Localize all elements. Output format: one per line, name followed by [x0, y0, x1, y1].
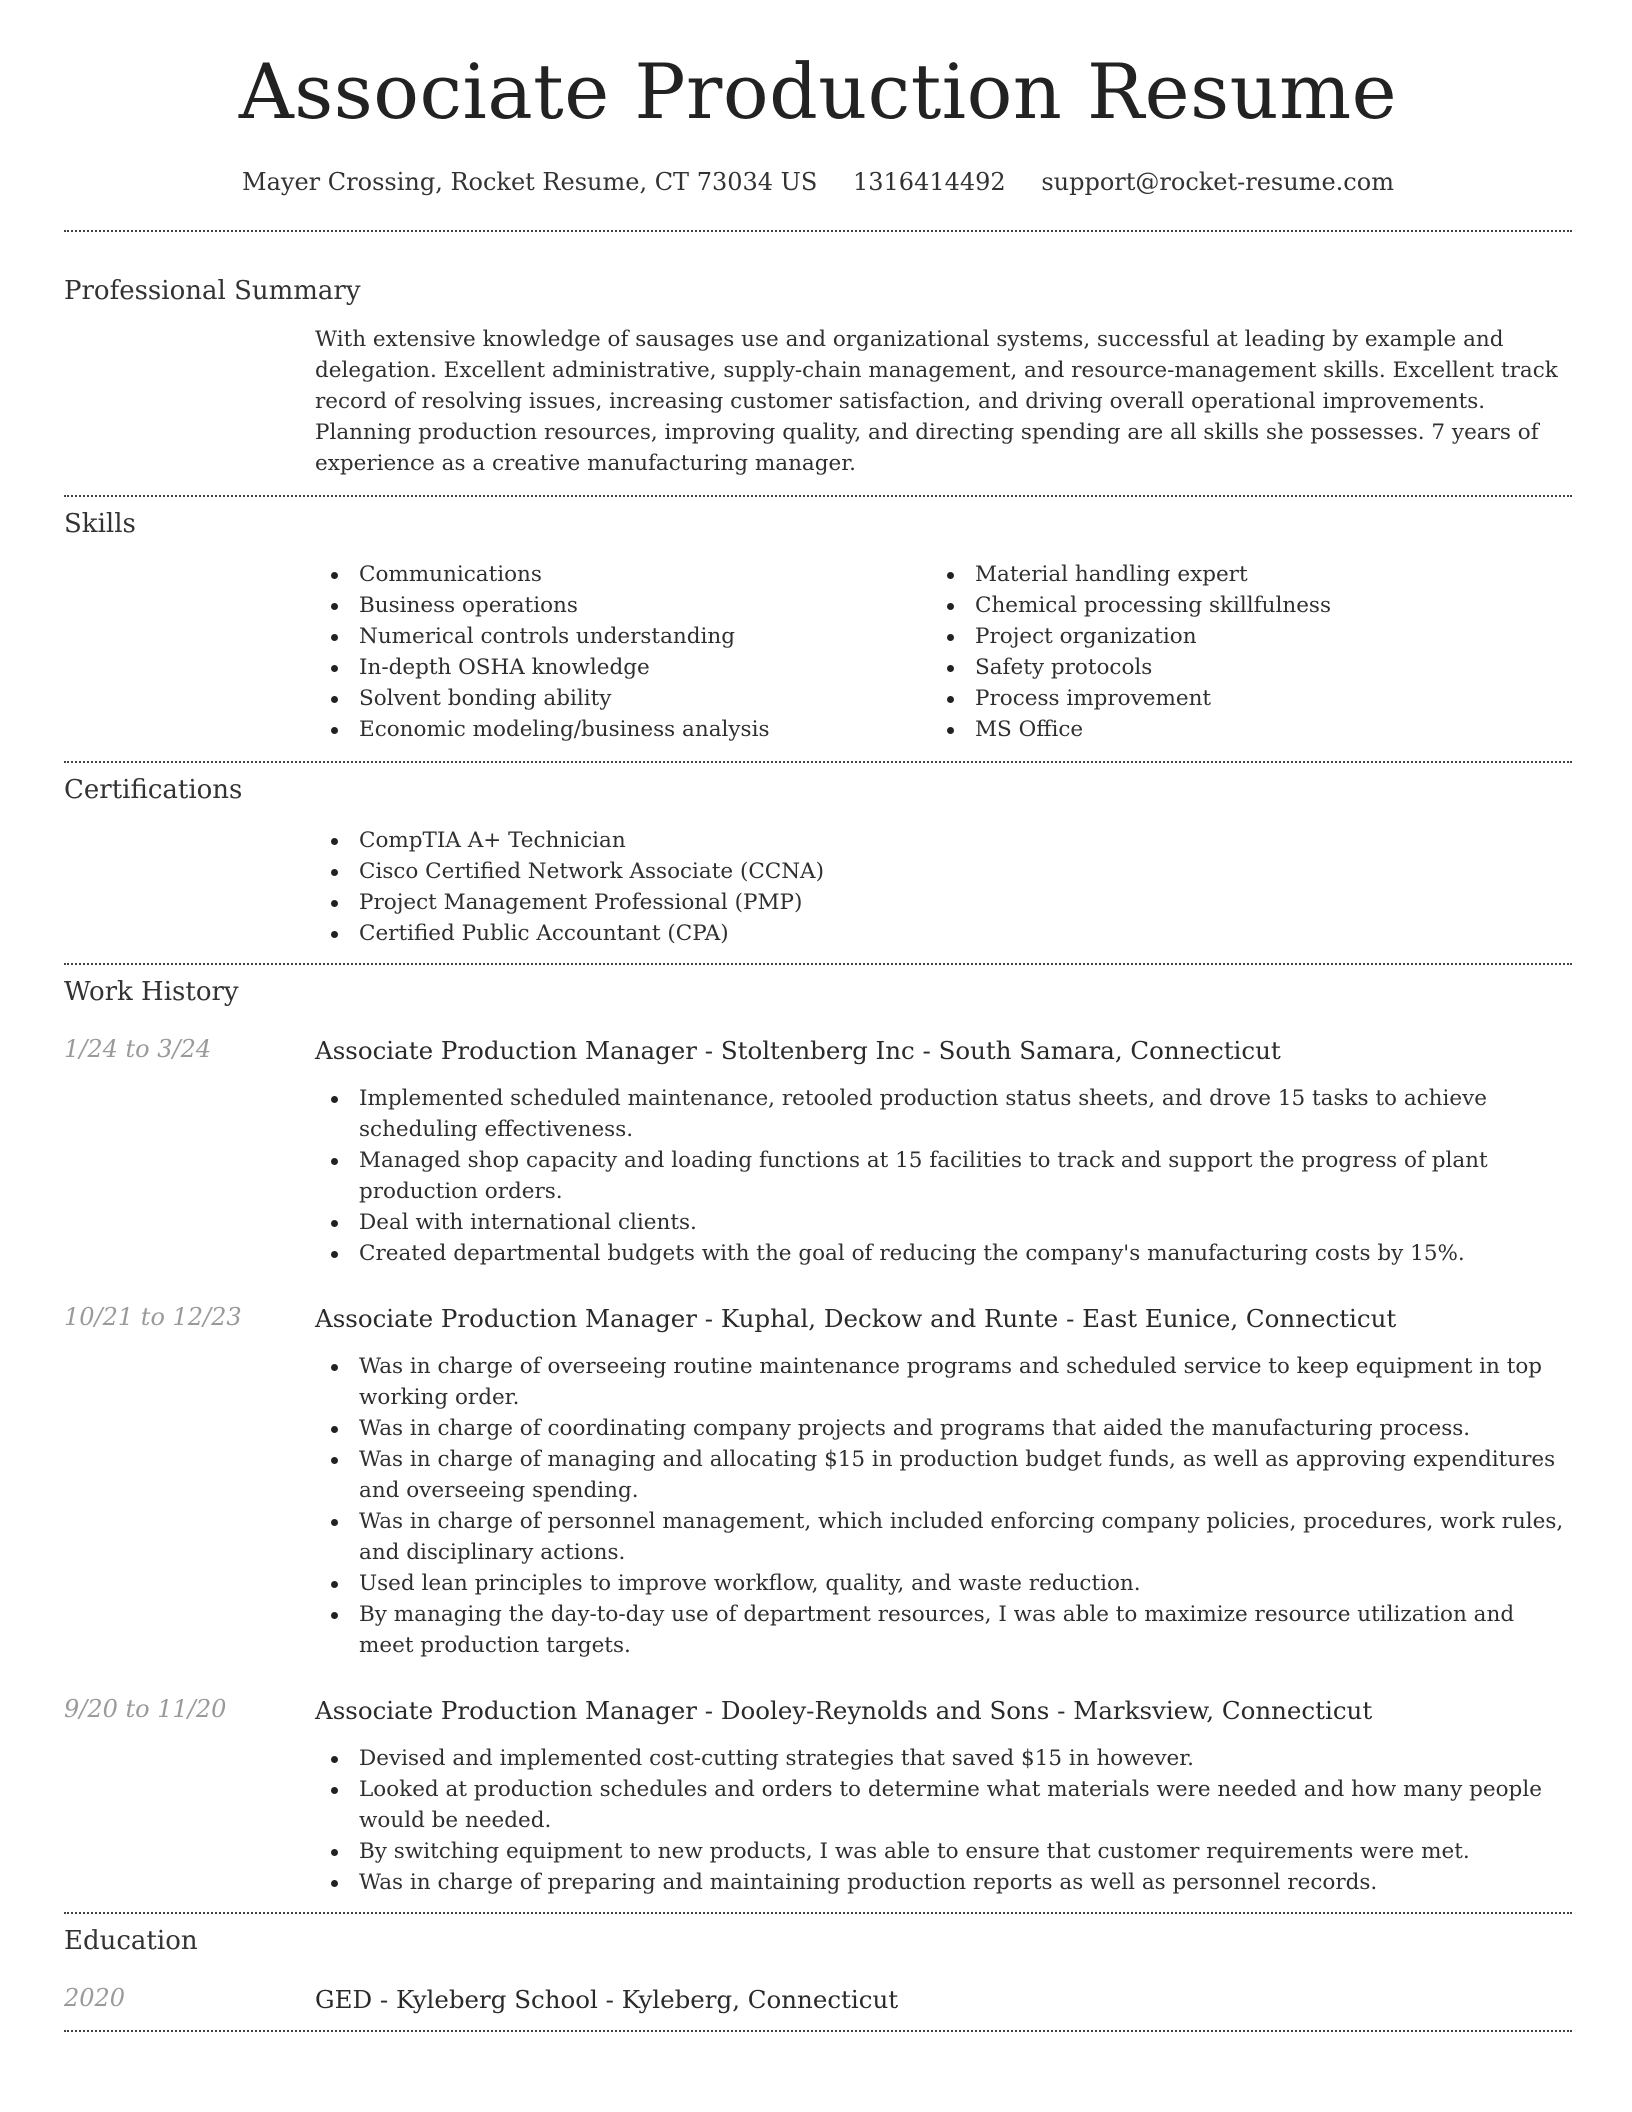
job-bullets: [315, 1083, 1572, 1269]
certification-item: Certified Public Accountant (CPA): [315, 918, 1572, 949]
skill-item: MS Office: [931, 714, 1531, 745]
work-history-section: [64, 965, 1572, 1912]
job-date: 10/21 to 12/23: [64, 1302, 242, 1331]
job-bullet: By managing the day-to-day use of department resources, I was able to maximize resource utilization and meet production targets.: [315, 1599, 1572, 1661]
job-heading: Associate Production Manager - Dooley-Reynolds and Sons - Marksview, Connecticut: [315, 1695, 1373, 1725]
job-bullet: Used lean principles to improve workflow, quality, and waste reduction.: [315, 1568, 1572, 1599]
education-section: [64, 1914, 1572, 2030]
skill-item: Material handling expert: [931, 559, 1531, 590]
job-entry: [64, 1303, 1572, 1661]
job-bullet: Managed shop capacity and loading functions at 15 facilities to track and support the progress of plant production orders.: [315, 1145, 1572, 1207]
contact-line: [64, 168, 1572, 196]
skill-item: Safety protocols: [931, 652, 1531, 683]
job-bullet: Was in charge of overseeing routine maintenance programs and scheduled service to keep equipment in top working order.: [315, 1351, 1572, 1413]
education-heading: GED - Kyleberg School - Kyleberg, Connecticut: [315, 1984, 899, 2014]
job-date: 9/20 to 11/20: [64, 1694, 227, 1723]
job-heading: Associate Production Manager - Stoltenberg Inc - South Samara, Connecticut: [315, 1035, 1281, 1065]
skill-item: In-depth OSHA knowledge: [315, 652, 931, 683]
job-bullets: [315, 1743, 1572, 1898]
skill-item: Numerical controls understanding: [315, 621, 931, 652]
certification-item: CompTIA A+ Technician: [315, 825, 1572, 856]
resume-title: Associate Production Resume: [238, 47, 1398, 136]
summary-section: [64, 232, 1572, 495]
contact-address: Mayer Crossing, Rocket Resume, CT 73034 US: [242, 167, 818, 196]
job-bullet: By switching equipment to new products, I was able to ensure that customer requirements were met.: [315, 1836, 1572, 1867]
section-title-education: Education: [64, 1925, 198, 1956]
job-bullet: Devised and implemented cost-cutting strategies that saved $15 in however.: [315, 1743, 1572, 1774]
certifications-section: [64, 763, 1572, 963]
certification-item: Cisco Certified Network Associate (CCNA): [315, 856, 1572, 887]
certification-item: Project Management Professional (PMP): [315, 887, 1572, 918]
job-bullet: Was in charge of managing and allocating $15 in production budget funds, as well as approving expenditures and overseeing spending.: [315, 1444, 1572, 1506]
job-bullets: [315, 1351, 1572, 1661]
summary-text: With extensive knowledge of sausages use and organizational systems, successful at leading by example and delegation. Excellent administrative, supply-chain management, and resource-management skills. Excellent track record of resolving issues, increasing customer satisfaction, and driving overall operational improvements. Planning production resources, improving quality, and directing spending are all skills she possesses. 7 years of experience as a creative manufacturing manager.: [315, 326, 1558, 476]
section-title-work-history: Work History: [64, 976, 239, 1007]
skill-item: Chemical processing skillfulness: [931, 590, 1531, 621]
job-date: 1/24 to 3/24: [64, 1034, 212, 1063]
job-bullet: Was in charge of coordinating company projects and programs that aided the manufacturing process.: [315, 1413, 1572, 1444]
job-bullet: Was in charge of preparing and maintaining production reports as well as personnel records.: [315, 1867, 1572, 1898]
job-entry: [64, 1695, 1572, 1898]
skill-item: Economic modeling/business analysis: [315, 714, 931, 745]
job-bullet: Deal with international clients.: [315, 1207, 1572, 1238]
skill-item: Solvent bonding ability: [315, 683, 931, 714]
skill-item: Process improvement: [931, 683, 1531, 714]
certifications-list: [315, 825, 1572, 963]
education-entry: [64, 1984, 1572, 2030]
contact-email: support@rocket-resume.com: [1041, 167, 1394, 196]
job-bullet: Created departmental budgets with the goal of reducing the company's manufacturing costs by 15%.: [315, 1238, 1572, 1269]
education-date: 2020: [64, 1983, 126, 2012]
skill-item: Communications: [315, 559, 931, 590]
resume-page: [64, 0, 1572, 2032]
skills-column-left: [315, 559, 931, 745]
skill-item: Project organization: [931, 621, 1531, 652]
skills-section: [64, 497, 1572, 761]
job-bullet: Was in charge of personnel management, which included enforcing company policies, procedures, work rules, and disciplinary actions.: [315, 1506, 1572, 1568]
job-entry: [64, 1035, 1572, 1269]
section-title-summary: Professional Summary: [64, 275, 361, 306]
section-title-skills: Skills: [64, 508, 136, 539]
contact-phone: 1316414492: [852, 167, 1006, 196]
section-title-certifications: Certifications: [64, 774, 243, 805]
job-heading: Associate Production Manager - Kuphal, Deckow and Runte - East Eunice, Connecticut: [315, 1303, 1397, 1333]
job-bullet: Implemented scheduled maintenance, retooled production status sheets, and drove 15 tasks to achieve scheduling effectiveness.: [315, 1083, 1572, 1145]
skill-item: Business operations: [315, 590, 931, 621]
skills-columns: [315, 559, 1572, 761]
skills-column-right: [931, 559, 1531, 745]
job-bullet: Looked at production schedules and orders to determine what materials were needed and how many people would be needed.: [315, 1774, 1572, 1836]
divider: [64, 2030, 1572, 2032]
